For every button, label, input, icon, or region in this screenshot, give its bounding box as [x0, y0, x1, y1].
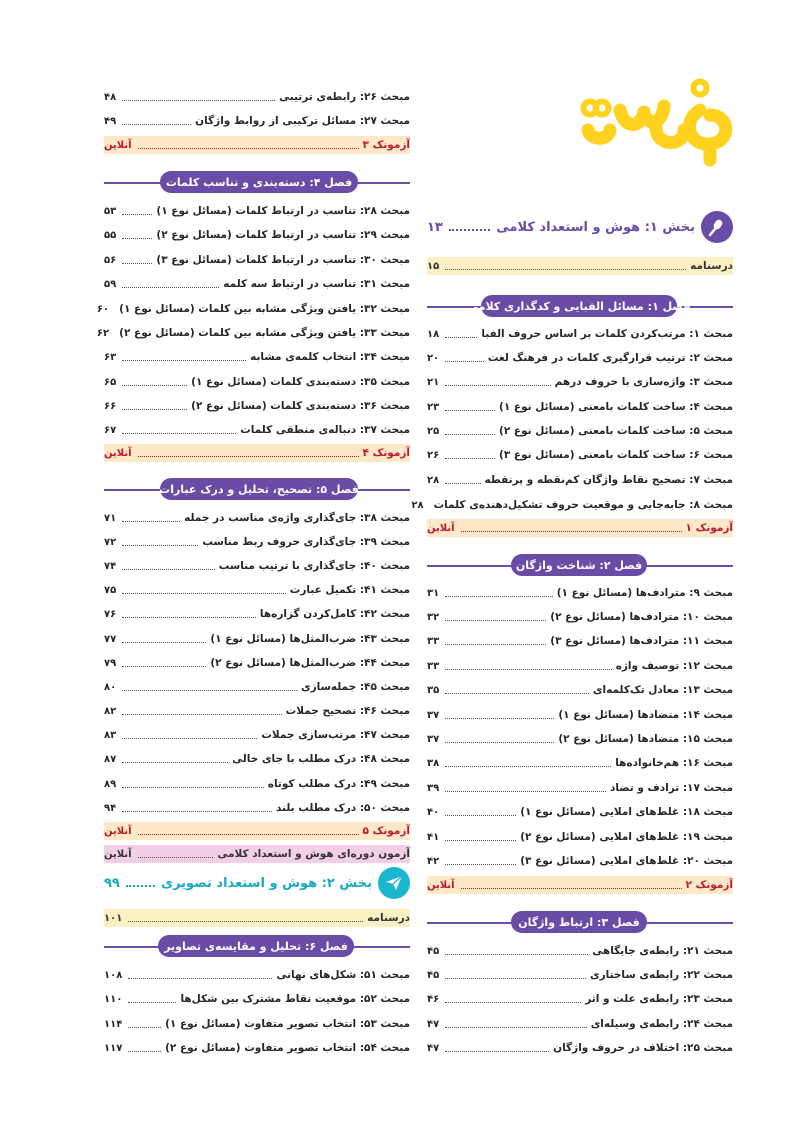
paper-bird-icon	[378, 867, 410, 899]
quiz-row[interactable]	[104, 822, 410, 840]
row-label: درسنامه	[367, 912, 410, 924]
dot-leader	[445, 269, 686, 270]
list-item[interactable]	[427, 706, 733, 724]
row-page: ۳۸	[427, 757, 440, 769]
list-item[interactable]	[427, 828, 733, 846]
row-page: ۷۴	[104, 560, 117, 572]
list-item[interactable]	[427, 608, 733, 626]
dot-leader	[122, 433, 236, 434]
row-page: ۶۳	[104, 351, 117, 363]
row-page: ۲۸	[411, 499, 424, 511]
row-page: ۶۰	[96, 303, 110, 315]
dot-leader	[461, 531, 682, 532]
row-label: آزمونک ۲	[685, 879, 733, 891]
row-page: ۱۰۱	[104, 912, 123, 924]
online-link[interactable]: آنلاین	[104, 848, 132, 860]
row-page: ۴۷	[427, 1042, 440, 1054]
dot-leader	[126, 885, 155, 887]
row-label: مبحث ۲: ترتیب قرارگیری کلمات در فرهنگ لغت	[487, 352, 733, 364]
dot-leader	[445, 954, 588, 955]
row-label: مبحث ۸: جابه‌جایی و موقعیت حروف تشکیل‌دهنده‌ی کلمات	[433, 499, 733, 511]
row-page: ۴۰	[427, 806, 440, 818]
row-page: ۱۱۷	[104, 1042, 123, 1054]
dot-leader	[128, 978, 272, 979]
list-item[interactable]	[427, 803, 733, 821]
chapter1-title: فصل ۱: مسائل الفبایی و کدگذاری کلامی	[481, 295, 677, 317]
row-page: ۵۹	[104, 278, 117, 290]
dot-leader	[445, 978, 586, 979]
list-item[interactable]	[104, 775, 410, 793]
online-link[interactable]: آنلاین	[104, 825, 132, 837]
dot-leader	[122, 617, 256, 618]
row-label: مبحث ۵۲: موقعیت نقاط مشترک بین شکل‌ها	[180, 993, 410, 1005]
list-item[interactable]	[104, 373, 410, 391]
dot-leader	[122, 214, 152, 215]
list-item[interactable]	[104, 702, 410, 720]
row-page: ۵۳	[104, 205, 117, 217]
row-label: مبحث ۷: تصحیح نقاط واژگان کم‌نقطه و پرنقطه	[484, 474, 733, 486]
row-label: مبحث ۱۷: ترادف و تضاد	[610, 782, 733, 794]
dot-leader	[122, 545, 198, 546]
row-label: مبحث ۴۹: درک مطلب کوتاه	[267, 778, 410, 790]
microphone-icon	[701, 211, 733, 243]
chapter3-title: فصل ۳: ارتباط واژگان	[511, 911, 647, 933]
row-page: ۳۳	[427, 635, 440, 647]
list-item[interactable]	[427, 398, 733, 416]
row-page: ۷۹	[104, 657, 117, 669]
row-label: مبحث ۲۶: رابطه‌ی ترتیبی	[279, 91, 410, 103]
darsnameh-row[interactable]	[104, 909, 410, 927]
row-label: مبحث ۳۳: یافتن ویژگی مشابه بین کلمات (مسائل نوع ۲)	[119, 327, 410, 339]
part1-title: بخش ۱: هوش و استعداد کلامی	[496, 219, 695, 235]
list-item[interactable]	[427, 942, 733, 960]
row-page: ۳۵	[427, 684, 440, 696]
dot-leader	[445, 1027, 586, 1028]
row-label: آزمونک ۵	[362, 825, 410, 837]
dot-leader	[122, 593, 286, 594]
row-label: مبحث ۲۴: رابطه‌ی وسیله‌ای	[590, 1018, 733, 1030]
row-page: ۲۶	[427, 449, 440, 461]
row-page: ۶۵	[104, 376, 117, 388]
list-item[interactable]	[104, 750, 410, 768]
row-page: ۳۲	[427, 611, 440, 623]
list-item[interactable]	[427, 990, 733, 1008]
list-item[interactable]	[96, 324, 410, 342]
row-page: ۵۵	[104, 229, 117, 241]
dot-leader	[122, 263, 152, 264]
dot-leader	[128, 921, 363, 922]
dot-leader	[461, 888, 682, 889]
list-item[interactable]	[104, 557, 410, 575]
list-item[interactable]	[104, 990, 410, 1008]
row-label: مبحث ۲۱: رابطه‌ی جایگاهی	[592, 945, 733, 957]
dot-leader	[445, 361, 484, 362]
list-item[interactable]	[104, 348, 410, 366]
list-item[interactable]	[427, 966, 733, 984]
list-item[interactable]	[104, 1039, 410, 1057]
dot-leader	[445, 864, 516, 865]
dot-leader	[122, 569, 215, 570]
dot-leader	[138, 148, 359, 149]
row-label: مبحث ۲۰: غلط‌های املایی (مسائل نوع ۳)	[520, 855, 733, 867]
dot-leader	[445, 596, 552, 597]
list-item[interactable]	[104, 799, 410, 817]
row-label: مبحث ۱۱: مترادف‌ها (مسائل نوع ۳)	[550, 635, 733, 647]
dot-leader	[445, 644, 546, 645]
part1-page: ۱۳	[427, 219, 443, 235]
chapter5-heading[interactable]	[104, 478, 410, 500]
dot-leader	[122, 738, 257, 739]
dot-leader	[138, 857, 214, 858]
row-label: مبحث ۴۴: ضرب‌المثل‌ها (مسائل نوع ۲)	[210, 657, 410, 669]
dot-leader	[445, 791, 606, 792]
row-label: مبحث ۳۱: تناسب در ارتباط سه کلمه	[223, 278, 410, 290]
row-page: ۴۶	[427, 993, 440, 1005]
row-label: مبحث ۱: مرتب‌کردن کلمات بر اساس حروف الفبا	[481, 328, 733, 340]
chapter1-heading[interactable]	[427, 295, 733, 317]
row-label: مبحث ۲۲: رابطه‌ی ساختاری	[589, 969, 733, 981]
chapter2-heading[interactable]	[427, 554, 733, 576]
list-item[interactable]	[427, 584, 733, 602]
dot-leader	[445, 815, 516, 816]
row-page: ۱۸	[427, 328, 440, 340]
row-label: مبحث ۱۹: غلط‌های املایی (مسائل نوع ۲)	[520, 831, 733, 843]
chapter4-title: فصل ۴: دسته‌بندی و تناسب کلمات	[160, 171, 358, 193]
row-label: مبحث ۱۲: توصیف واژه	[615, 660, 733, 672]
dot-leader	[449, 229, 490, 231]
row-label: مبحث ۳۲: یافتن ویژگی مشابه بین کلمات (مسائل نوع ۱)	[119, 303, 410, 315]
list-item[interactable]	[104, 251, 410, 269]
part2-title: بخش ۲: هوش و استعداد تصویری	[161, 875, 372, 891]
list-item[interactable]	[104, 112, 410, 130]
row-label: مبحث ۹: مترادف‌ها (مسائل نوع ۱)	[556, 587, 733, 599]
list-item[interactable]	[411, 496, 733, 514]
row-label: مبحث ۵۴: انتخاب تصویر متفاوت (مسائل نوع ۲)	[165, 1042, 410, 1054]
row-label: مبحث ۱۵: متضادها (مسائل نوع ۲)	[558, 733, 733, 745]
online-link[interactable]: آنلاین	[427, 522, 455, 534]
row-page: ۵۶	[104, 254, 117, 266]
part2-page: ۹۹	[104, 875, 120, 891]
row-page: ۲۳	[427, 401, 440, 413]
row-page: ۴۵	[427, 945, 440, 957]
list-item[interactable]	[104, 654, 410, 672]
chapter4-heading[interactable]	[104, 171, 410, 193]
quiz-row[interactable]	[427, 876, 733, 894]
dot-leader	[122, 385, 187, 386]
dot-leader	[138, 456, 359, 457]
row-label: مبحث ۳۷: دنباله‌ی منطقی کلمات	[240, 424, 410, 436]
dot-leader	[122, 714, 281, 715]
list-item[interactable]	[104, 226, 410, 244]
dot-leader	[128, 1051, 161, 1052]
row-label: مبحث ۳۰: تناسب در ارتباط کلمات (مسائل نوع ۳)	[156, 254, 410, 266]
dot-leader	[122, 124, 191, 125]
list-item[interactable]	[96, 300, 410, 318]
row-page: ۸۳	[104, 729, 117, 741]
row-page: ۶۶	[104, 400, 117, 412]
row-label: مبحث ۱۶: هم‌خانواده‌ها	[615, 757, 733, 769]
dot-leader	[122, 762, 228, 763]
row-label: مبحث ۳۸: جای‌گذاری واژه‌ی مناسب در جمله	[184, 512, 410, 524]
row-label: مبحث ۴۵: جمله‌سازی	[300, 681, 410, 693]
fehrest-logo	[556, 60, 740, 170]
list-item[interactable]	[427, 1039, 733, 1057]
chapter3-heading[interactable]	[427, 911, 733, 933]
row-page: ۷۵	[104, 584, 117, 596]
row-page: ۲۰	[427, 352, 440, 364]
quiz-row[interactable]	[104, 444, 410, 462]
row-label: مبحث ۳: واژه‌سازی با حروف درهم	[554, 376, 733, 388]
row-page: ۴۹	[104, 115, 117, 127]
row-page: ۸۹	[104, 778, 117, 790]
dot-leader	[445, 1051, 549, 1052]
darsnameh-row[interactable]	[427, 257, 733, 275]
list-item[interactable]	[427, 1015, 733, 1033]
row-label: مبحث ۴۷: مرتب‌سازی جملات	[261, 729, 410, 741]
list-item[interactable]	[427, 422, 733, 440]
dot-leader	[445, 742, 554, 743]
row-page: ۳۹	[427, 782, 440, 794]
row-page: ۴۲	[427, 855, 440, 867]
row-label: مبحث ۳۹: جای‌گذاری حروف ربط مناسب	[202, 536, 410, 548]
online-link[interactable]: آنلاین	[427, 879, 455, 891]
row-label: مبحث ۱۸: غلط‌های املایی (مسائل نوع ۱)	[520, 806, 733, 818]
online-link[interactable]: آنلاین	[104, 447, 132, 459]
row-label: مبحث ۵: ساخت کلمات بامعنی (مسائل نوع ۲)	[499, 425, 733, 437]
row-label: مبحث ۴۳: ضرب‌المثل‌ها (مسائل نوع ۱)	[210, 633, 410, 645]
list-item[interactable]	[104, 726, 410, 744]
row-label: مبحث ۳۶: دسته‌بندی کلمات (مسائل نوع ۲)	[191, 400, 410, 412]
row-label: مبحث ۳۴: انتخاب کلمه‌ی مشابه	[250, 351, 410, 363]
dot-leader	[122, 238, 152, 239]
list-item[interactable]	[427, 471, 733, 489]
logo-text: فهرست	[556, 60, 560, 61]
row-page: ۶۷	[104, 424, 117, 436]
online-link[interactable]: آنلاین	[104, 139, 132, 151]
list-item[interactable]	[427, 373, 733, 391]
row-label: مبحث ۲۷: مسائل ترکیبی از روابط واژگان	[195, 115, 410, 127]
row-page: ۲۸	[427, 474, 440, 486]
row-page: ۱۱۴	[104, 1018, 123, 1030]
dot-leader	[122, 409, 187, 410]
dot-leader	[122, 787, 264, 788]
list-item[interactable]	[104, 421, 410, 439]
row-page: ۸۲	[104, 705, 117, 717]
list-item[interactable]	[104, 966, 410, 984]
row-label: مبحث ۵۱: شکل‌های نهانی	[276, 969, 410, 981]
list-item[interactable]	[427, 730, 733, 748]
dot-leader	[445, 718, 554, 719]
dot-leader	[122, 100, 275, 101]
chapter5-title: فصل ۵: تصحیح، تحلیل و درک عبارات	[160, 478, 358, 500]
list-item[interactable]	[427, 754, 733, 772]
row-label: آزمونک ۳	[362, 139, 410, 151]
list-item[interactable]	[427, 657, 733, 675]
dot-leader	[445, 1002, 581, 1003]
row-label: مبحث ۶: ساخت کلمات بامعنی (مسائل نوع ۳)	[499, 449, 733, 461]
dot-leader	[445, 337, 477, 338]
row-label: مبحث ۱۰: مترادف‌ها (مسائل نوع ۲)	[550, 611, 733, 623]
list-item[interactable]	[427, 681, 733, 699]
row-page: ۳۱	[427, 587, 440, 599]
row-page: ۸۰	[104, 681, 117, 693]
row-page: ۷۱	[104, 512, 117, 524]
dot-leader	[122, 287, 219, 288]
row-page: ۷۲	[104, 536, 117, 548]
list-item[interactable]	[104, 275, 410, 293]
row-label: مبحث ۴۲: کامل‌کردن گزاره‌ها	[259, 608, 410, 620]
row-page: ۶۲	[96, 327, 110, 339]
part1-heading[interactable]	[427, 210, 733, 244]
list-item[interactable]	[427, 852, 733, 870]
row-page: ۱۱۰	[104, 993, 123, 1005]
dot-leader	[128, 1027, 161, 1028]
row-page: ۴۸	[104, 91, 117, 103]
dot-leader	[122, 642, 206, 643]
dot-leader	[445, 434, 495, 435]
row-page: ۴۱	[427, 831, 440, 843]
row-label: آزمون دوره‌ای هوش و استعداد کلامی	[217, 848, 410, 860]
row-label: مبحث ۴: ساخت کلمات بامعنی (مسائل نوع ۱)	[499, 401, 733, 413]
list-item[interactable]	[104, 509, 410, 527]
list-item[interactable]	[104, 533, 410, 551]
row-label: مبحث ۵۳: انتخاب تصویر متفاوت (مسائل نوع ۱)	[165, 1018, 410, 1030]
row-page: ۱۰۸	[104, 969, 123, 981]
quiz-row[interactable]	[104, 136, 410, 154]
row-label: مبحث ۴۸: درک مطلب با جای خالی	[232, 753, 410, 765]
dot-leader	[445, 483, 480, 484]
chapter6-title: فصل ۶: تحلیل و مقایسه‌ی تصاویر	[158, 935, 354, 957]
list-item[interactable]	[427, 779, 733, 797]
quiz-row[interactable]	[427, 519, 733, 537]
dot-leader	[445, 385, 550, 386]
dot-leader	[122, 690, 297, 691]
chapter2-title: فصل ۲: شناخت واژگان	[511, 554, 647, 576]
row-label: مبحث ۴۰: جای‌گذاری با ترتیب مناسب	[218, 560, 410, 572]
dot-leader	[445, 458, 495, 459]
list-item[interactable]	[427, 349, 733, 367]
dot-leader	[445, 766, 611, 767]
row-label: درسنامه	[690, 260, 733, 272]
dot-leader	[445, 693, 589, 694]
row-page: ۳۷	[427, 733, 440, 745]
list-item[interactable]	[104, 202, 410, 220]
row-page: ۴۷	[427, 1018, 440, 1030]
dot-leader	[122, 521, 180, 522]
row-page: ۷۷	[104, 633, 117, 645]
dot-leader	[445, 669, 611, 670]
list-item[interactable]	[104, 397, 410, 415]
row-page: ۸۷	[104, 753, 117, 765]
row-label: مبحث ۵۰: درک مطلب بلند	[275, 802, 410, 814]
row-page: ۲۵	[427, 425, 440, 437]
row-page: ۴۵	[427, 969, 440, 981]
dot-leader	[122, 360, 246, 361]
list-item[interactable]	[104, 678, 410, 696]
row-label: مبحث ۳۵: دسته‌بندی کلمات (مسائل نوع ۱)	[191, 376, 410, 388]
chapter6-heading[interactable]	[104, 935, 410, 957]
dot-leader	[445, 410, 495, 411]
list-item[interactable]	[104, 1015, 410, 1033]
row-label: مبحث ۱۳: معادل تک‌کلمه‌ای	[592, 684, 733, 696]
row-label: مبحث ۲۳: رابطه‌ی علت و اثر	[585, 993, 733, 1005]
list-item[interactable]	[427, 632, 733, 650]
dot-leader	[122, 811, 272, 812]
row-page: ۳۳	[427, 660, 440, 672]
row-label: مبحث ۴۶: تصحیح جملات	[285, 705, 410, 717]
row-page: ۱۵	[427, 260, 440, 272]
row-page: ۹۴	[104, 802, 117, 814]
row-label: مبحث ۲۸: تناسب در ارتباط کلمات (مسائل نوع ۱)	[156, 205, 410, 217]
dot-leader	[445, 840, 516, 841]
row-label: آزمونک ۴	[362, 447, 410, 459]
list-item[interactable]	[427, 446, 733, 464]
dot-leader	[138, 834, 359, 835]
list-item[interactable]	[104, 581, 410, 599]
row-label: آزمونک ۱	[685, 522, 733, 534]
row-page: ۷۶	[104, 608, 117, 620]
list-item[interactable]	[104, 630, 410, 648]
row-page: ۳۷	[427, 709, 440, 721]
row-label: مبحث ۱۴: متضادها (مسائل نوع ۱)	[558, 709, 733, 721]
list-item[interactable]	[104, 605, 410, 623]
row-label: مبحث ۲۵: اختلاف در حروف واژگان	[553, 1042, 733, 1054]
row-label: مبحث ۲۹: تناسب در ارتباط کلمات (مسائل نوع ۲)	[156, 229, 410, 241]
list-item[interactable]	[427, 325, 733, 343]
dot-leader	[128, 1002, 176, 1003]
part2-heading[interactable]	[104, 866, 410, 900]
dot-leader	[122, 666, 206, 667]
periodic-exam-row[interactable]	[104, 845, 410, 863]
row-page: ۲۱	[427, 376, 440, 388]
row-label: مبحث ۴۱: تکمیل عبارت	[289, 584, 410, 596]
dot-leader	[445, 620, 546, 621]
list-item[interactable]	[104, 88, 410, 106]
